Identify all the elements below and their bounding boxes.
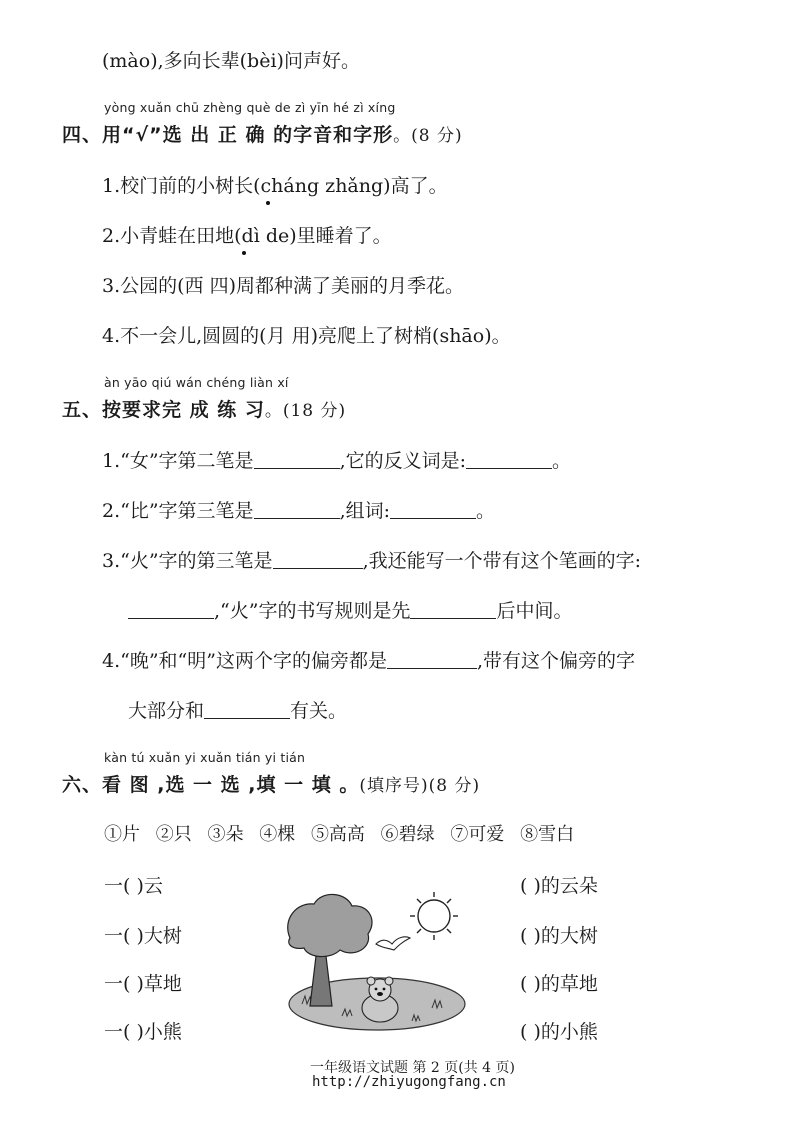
fill-right-3[interactable]: ( )的草地 (520, 973, 598, 995)
section5-q4 (102, 648, 635, 674)
answer-blank[interactable] (204, 700, 290, 719)
source-url: http://zhiyugongfang.cn (312, 1074, 506, 1090)
section5-q4-cont (128, 698, 347, 724)
scene-illustration (282, 886, 472, 1036)
q3-text: 后中间。 (496, 600, 573, 622)
section4-pinyin: yòng xuǎn chū zhèng què de zì yīn hé zì xíng (104, 100, 396, 115)
continuation-line: (mào),多向长辈(bèi)问声好。 (102, 50, 360, 72)
section6-title: 六、看 图 ,选 一 选 ,填 一 填 。 (62, 774, 360, 796)
section4-item-3: 3.公园的(西 四)周都种满了美丽的月季花。 (102, 275, 464, 297)
option: ③朵 (207, 824, 244, 845)
q2-text: ,组词: (339, 500, 391, 522)
emphasis-dot (242, 251, 246, 255)
q1-text: 。 (552, 450, 572, 472)
page-footer: 一年级语文试题 第 2 页(共 4 页) (310, 1060, 515, 1076)
section5-q1 (102, 448, 571, 474)
option: ⑧雪白 (520, 824, 575, 845)
q4-text: 大部分和 (128, 700, 205, 722)
tree-crown (288, 894, 372, 956)
options-row (104, 822, 584, 848)
q2-text: 2.“比”字第三笔是 (102, 500, 254, 522)
answer-blank[interactable] (254, 500, 340, 519)
option: ①片 (104, 824, 140, 845)
answer-blank[interactable] (466, 450, 552, 469)
option: ⑥碧绿 (380, 824, 435, 845)
section4-item-2: 2.小青蛙在田地(dì de)里睡着了。 (102, 225, 392, 247)
q4-text: ,带有这个偏旁的字 (476, 650, 636, 672)
answer-blank[interactable] (387, 650, 477, 669)
section4-title: 四、用“√”选 出 正 确 的字音和字形 (62, 124, 394, 146)
fill-left-1[interactable]: 一( )云 (104, 875, 163, 897)
q4-text: 有关。 (290, 700, 348, 722)
q2-text: 。 (476, 500, 496, 522)
section6-heading (62, 770, 480, 797)
option: ②只 (155, 824, 192, 845)
answer-blank[interactable] (410, 600, 496, 619)
option: ⑤高高 (310, 824, 365, 845)
fill-right-1[interactable]: ( )的云朵 (520, 875, 598, 897)
fill-left-3[interactable]: 一( )草地 (104, 973, 182, 995)
q1-text: ,它的反义词是: (339, 450, 467, 472)
section4-item-1: 1.校门前的小树长(cháng zhǎng)高了。 (102, 175, 448, 197)
answer-blank[interactable] (254, 450, 340, 469)
q1-text: 1.“女”字第二笔是 (102, 450, 254, 472)
option: ④棵 (259, 824, 296, 845)
fill-right-2[interactable]: ( )的大树 (520, 925, 598, 947)
bird-icon (376, 937, 410, 950)
section5-q2 (102, 498, 495, 524)
section5-heading (62, 395, 346, 422)
section4-score: 。(8 分) (393, 126, 463, 146)
section4-item-4: 4.不一会儿,圆圆的(月 用)亮爬上了树梢(shāo)。 (102, 325, 511, 347)
section5-q3 (102, 548, 641, 574)
answer-blank[interactable] (128, 600, 214, 619)
fill-right-4[interactable]: ( )的小熊 (520, 1021, 598, 1043)
fill-left-4[interactable]: 一( )小熊 (104, 1021, 182, 1043)
section5-title: 五、按要求完 成 练 习 (62, 399, 265, 421)
section5-q3-cont (128, 598, 572, 624)
sun-icon (410, 892, 458, 940)
section4-heading (62, 120, 463, 147)
q3-text: 3.“火”字的第三笔是 (102, 550, 273, 572)
q4-text: 4.“晚”和“明”这两个字的偏旁都是 (102, 650, 387, 672)
section6-score: (填序号)(8 分) (359, 776, 481, 796)
section5-pinyin: àn yāo qiú wán chéng liàn xí (104, 375, 289, 390)
q3-text: ,“火”字的书写规则是先 (214, 600, 411, 622)
answer-blank[interactable] (273, 550, 363, 569)
section6-pinyin: kàn tú xuǎn yi xuǎn tián yi tián (104, 750, 306, 765)
emphasis-dot (266, 201, 270, 205)
answer-blank[interactable] (390, 500, 476, 519)
option: ⑦可爱 (450, 824, 505, 845)
q3-text: ,我还能写一个带有这个笔画的字: (362, 550, 642, 572)
section5-score: 。(18 分) (264, 401, 347, 421)
fill-left-2[interactable]: 一( )大树 (104, 925, 182, 947)
